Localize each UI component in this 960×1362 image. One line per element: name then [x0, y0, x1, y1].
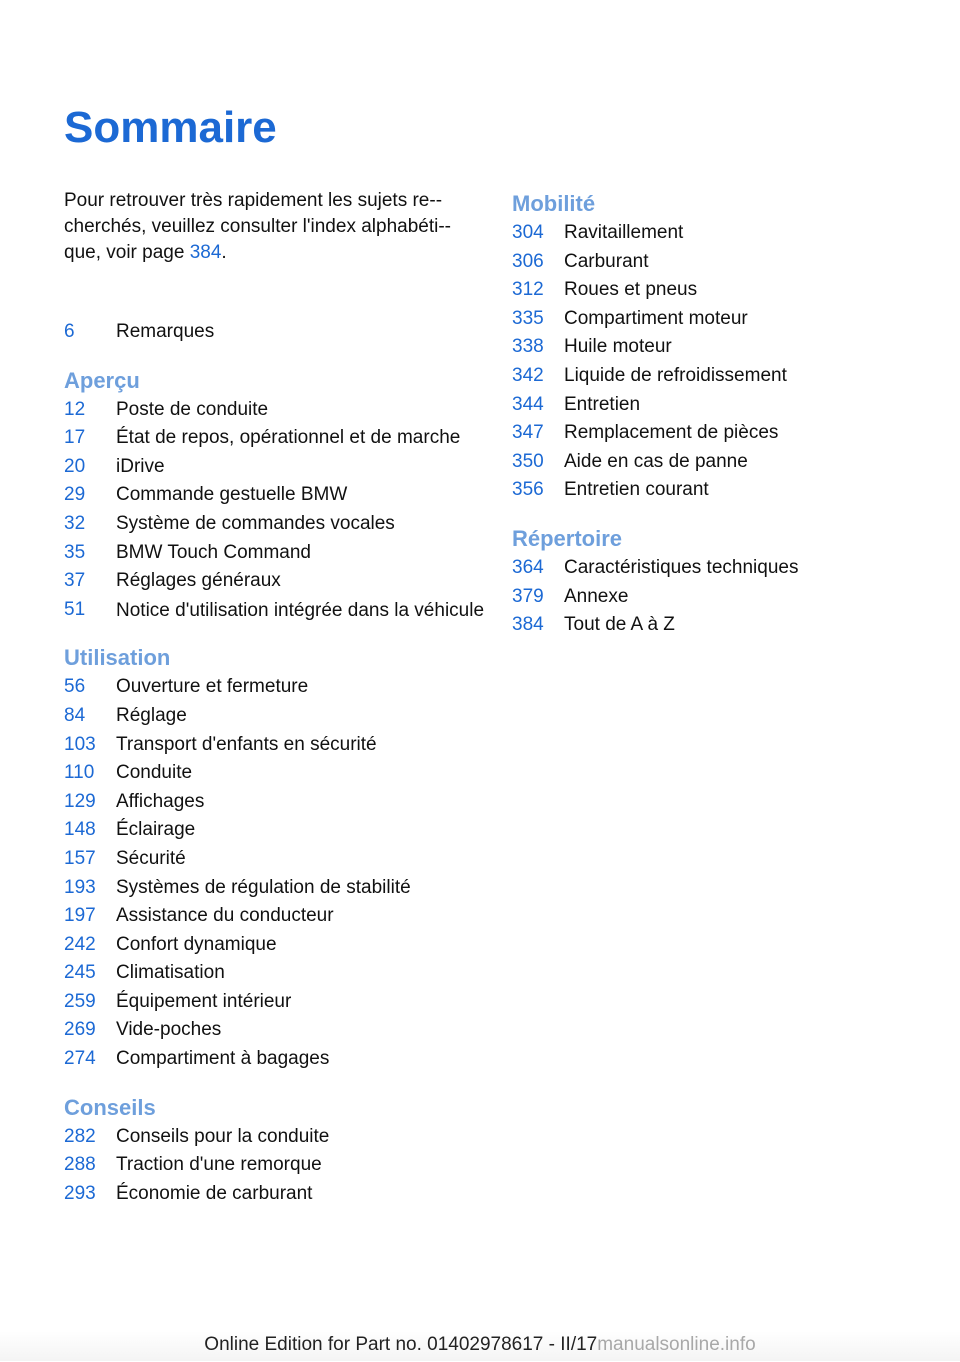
toc-entry-page[interactable]: 35: [64, 541, 86, 563]
footer: [0, 1331, 960, 1359]
toc-entry-page[interactable]: 384: [512, 614, 544, 636]
toc-entry-remarques[interactable]: [64, 318, 484, 347]
toc-entry[interactable]: [64, 539, 484, 568]
toc-entry-page[interactable]: 338: [512, 336, 544, 358]
toc-entry-label[interactable]: État de repos, opérationnel et de marche: [116, 427, 461, 449]
toc-entry-list: [512, 219, 932, 505]
toc-entry[interactable]: [64, 1180, 484, 1209]
toc-entry[interactable]: [64, 959, 484, 988]
toc-section: [512, 524, 932, 640]
toc-entry-label[interactable]: Système de commandes vocales: [116, 512, 395, 534]
toc-entry[interactable]: [512, 611, 932, 640]
toc-entry-label[interactable]: Annexe: [564, 585, 629, 607]
toc-entry-page[interactable]: 17: [64, 427, 86, 449]
toc-entry-page[interactable]: 342: [512, 364, 544, 386]
toc-entry-page[interactable]: 193: [64, 876, 96, 898]
toc-entry-page[interactable]: 242: [64, 933, 96, 955]
toc-entry[interactable]: [64, 759, 484, 788]
toc-entry-page[interactable]: 197: [64, 905, 96, 927]
toc-entry-page[interactable]: 20: [64, 455, 86, 477]
toc-entry-page[interactable]: 84: [64, 704, 86, 726]
toc-entry[interactable]: [64, 453, 484, 482]
toc-entry-label[interactable]: Traction d'une remorque: [116, 1154, 322, 1176]
toc-entry-label[interactable]: Conseils pour la conduite: [116, 1125, 330, 1147]
toc-section: [64, 643, 484, 1073]
toc-entry-list: [64, 396, 484, 625]
toc-entry-page[interactable]: 306: [512, 250, 544, 272]
toc-entry-label[interactable]: Entretien: [564, 393, 641, 415]
toc-entry-label[interactable]: Affichages: [116, 790, 205, 812]
toc-entry[interactable]: [512, 554, 932, 583]
toc-entry-label[interactable]: Conduite: [116, 762, 193, 784]
toc-entry[interactable]: [64, 988, 484, 1017]
toc-entry-page[interactable]: 293: [64, 1182, 96, 1204]
toc-entry[interactable]: [512, 391, 932, 420]
toc-entry[interactable]: [512, 305, 932, 334]
toc-entry-label[interactable]: Réglage: [116, 704, 187, 726]
toc-entry-page[interactable]: 157: [64, 847, 96, 869]
toc-entry-page[interactable]: 344: [512, 393, 544, 415]
toc-entry-label[interactable]: Entretien courant: [564, 479, 709, 501]
toc-entry-page[interactable]: 56: [64, 676, 86, 698]
toc-entry-page[interactable]: 364: [512, 556, 544, 578]
toc-entry[interactable]: [64, 510, 484, 539]
toc-entry-label[interactable]: BMW Touch Command: [116, 541, 311, 563]
toc-entry-label[interactable]: Poste de conduite: [116, 398, 269, 420]
page-title: Sommaire: [64, 103, 277, 152]
toc-entry[interactable]: [64, 424, 484, 453]
index-page-link[interactable]: 384: [189, 242, 222, 263]
toc-entry[interactable]: [64, 874, 484, 903]
toc-entry[interactable]: [64, 902, 484, 931]
toc-entry-page[interactable]: 304: [512, 222, 544, 243]
toc-right-sections: [512, 189, 932, 640]
toc-entry-page[interactable]: 12: [64, 398, 86, 420]
toc-entry[interactable]: [512, 476, 932, 505]
toc-section: [64, 1093, 484, 1209]
toc-entry-label[interactable]: Compartiment moteur: [564, 307, 748, 329]
toc-left-column: [64, 318, 484, 1208]
toc-entry-label[interactable]: Notice d'utilisation intégrée dans la véhicule: [116, 599, 485, 621]
toc-entry-page[interactable]: 129: [64, 790, 96, 812]
toc-entry-list: [64, 673, 484, 1073]
toc-entry[interactable]: [64, 567, 484, 596]
toc-entry-label[interactable]: Confort dynamique: [116, 933, 277, 955]
section-heading: Utilisation: [64, 645, 171, 671]
toc-entry[interactable]: [64, 931, 484, 960]
toc-entry-page[interactable]: 347: [512, 422, 544, 444]
toc-entry-label[interactable]: Sécurité: [116, 847, 186, 869]
toc-entry-label[interactable]: Ravitaillement: [564, 222, 684, 243]
toc-entry[interactable]: [512, 219, 932, 248]
toc-entry[interactable]: [64, 596, 484, 625]
toc-entry-label[interactable]: Systèmes de régulation de stabilité: [116, 876, 411, 898]
toc-entry-label[interactable]: Assistance du conducteur: [116, 905, 334, 927]
toc-entry-label[interactable]: Ouverture et fermeture: [116, 676, 309, 698]
toc-entry-label[interactable]: Réglages généraux: [116, 570, 281, 592]
toc-entry[interactable]: [512, 248, 932, 277]
intro-body: Pour retrouver très rapidement les sujets re-cherchés, veuillez consulter l'index alphabéti-que, voir page: [64, 190, 451, 263]
toc-entry[interactable]: [64, 845, 484, 874]
toc-entry-label[interactable]: Huile moteur: [564, 336, 672, 358]
toc-entry[interactable]: [64, 396, 484, 425]
intro-text: [64, 188, 474, 266]
toc-entry[interactable]: [64, 1151, 484, 1180]
toc-entry-page[interactable]: 379: [512, 585, 544, 607]
toc-entry-page[interactable]: 356: [512, 479, 544, 501]
toc-entry[interactable]: [512, 276, 932, 305]
toc-entry[interactable]: [64, 702, 484, 731]
toc-entry[interactable]: [64, 1123, 484, 1152]
toc-entry[interactable]: [64, 481, 484, 510]
toc-entry-label[interactable]: Carburant: [564, 250, 649, 272]
toc-entry-label[interactable]: Remarques: [116, 321, 215, 342]
toc-entry-list: [64, 1123, 484, 1209]
toc-entry-page[interactable]: 259: [64, 990, 96, 1012]
toc-entry-page[interactable]: 269: [64, 1019, 96, 1041]
toc-entry-page[interactable]: 110: [64, 762, 95, 784]
toc-entry-label[interactable]: Équipement intérieur: [116, 990, 292, 1012]
toc-entry[interactable]: [512, 583, 932, 612]
toc-entry-page[interactable]: 288: [64, 1154, 96, 1176]
toc-entry-page[interactable]: 51: [64, 598, 86, 620]
toc-entry-page[interactable]: 29: [64, 484, 86, 506]
toc-entry-label[interactable]: iDrive: [116, 455, 165, 477]
toc-entry[interactable]: [64, 788, 484, 817]
toc-entry[interactable]: [64, 731, 484, 760]
toc-entry-label[interactable]: Commande gestuelle BMW: [116, 484, 348, 506]
toc-entry[interactable]: [64, 1045, 484, 1074]
toc-section: [64, 366, 484, 625]
toc-entry-page[interactable]: 312: [512, 279, 544, 301]
toc-entry[interactable]: [512, 362, 932, 391]
toc-entry-page[interactable]: 37: [64, 570, 86, 592]
toc-top-list: [64, 318, 484, 347]
toc-entry-page[interactable]: 282: [64, 1125, 96, 1147]
toc-entry-label[interactable]: Compartiment à bagages: [116, 1048, 330, 1070]
toc-entry-page[interactable]: 350: [512, 450, 544, 472]
toc-entry-label[interactable]: Liquide de refroidissement: [564, 364, 787, 386]
toc-entry-page[interactable]: 6: [64, 321, 75, 342]
toc-entry-page[interactable]: 148: [64, 819, 96, 841]
section-heading: Conseils: [64, 1094, 156, 1120]
intro-end: .: [221, 242, 227, 263]
toc-entry-label[interactable]: Transport d'enfants en sécurité: [116, 733, 377, 755]
toc-entry-page[interactable]: 103: [64, 733, 96, 755]
section-heading: Mobilité: [512, 191, 596, 216]
footer-watermark: manualsonline.info: [597, 1334, 756, 1355]
toc-entry[interactable]: [512, 419, 932, 448]
section-heading: Répertoire: [512, 525, 623, 551]
toc-section: [512, 189, 932, 505]
footer-edition: Online Edition for Part no. 01402978617 - II/17: [204, 1334, 598, 1355]
toc-entry-page[interactable]: 335: [512, 307, 544, 329]
toc-entry-page[interactable]: 274: [64, 1048, 96, 1070]
toc-entry-page[interactable]: 245: [64, 962, 96, 984]
toc-entry[interactable]: [512, 333, 932, 362]
toc-entry-label[interactable]: Climatisation: [116, 962, 225, 984]
toc-entry-label[interactable]: Caractéristiques techniques: [564, 556, 799, 578]
section-heading: Aperçu: [64, 367, 140, 393]
toc-entry-page[interactable]: 32: [64, 512, 86, 534]
toc-entry[interactable]: [64, 1016, 484, 1045]
toc-entry[interactable]: [512, 448, 932, 477]
toc-entry-label[interactable]: Tout de A à Z: [564, 614, 675, 636]
toc-entry-label[interactable]: Remplacement de pièces: [564, 422, 779, 444]
toc-entry-label[interactable]: Économie de carburant: [116, 1182, 313, 1204]
toc-entry-label[interactable]: Roues et pneus: [564, 279, 698, 301]
toc-entry-list: [512, 554, 932, 640]
toc-right-column: [512, 189, 932, 640]
toc-entry[interactable]: [64, 673, 484, 702]
toc-left-sections: [64, 366, 484, 1209]
toc-entry-label[interactable]: Vide-poches: [116, 1019, 222, 1041]
toc-entry-label[interactable]: Éclairage: [116, 819, 196, 841]
toc-entry[interactable]: [64, 816, 484, 845]
toc-entry-label[interactable]: Aide en cas de panne: [564, 450, 748, 472]
